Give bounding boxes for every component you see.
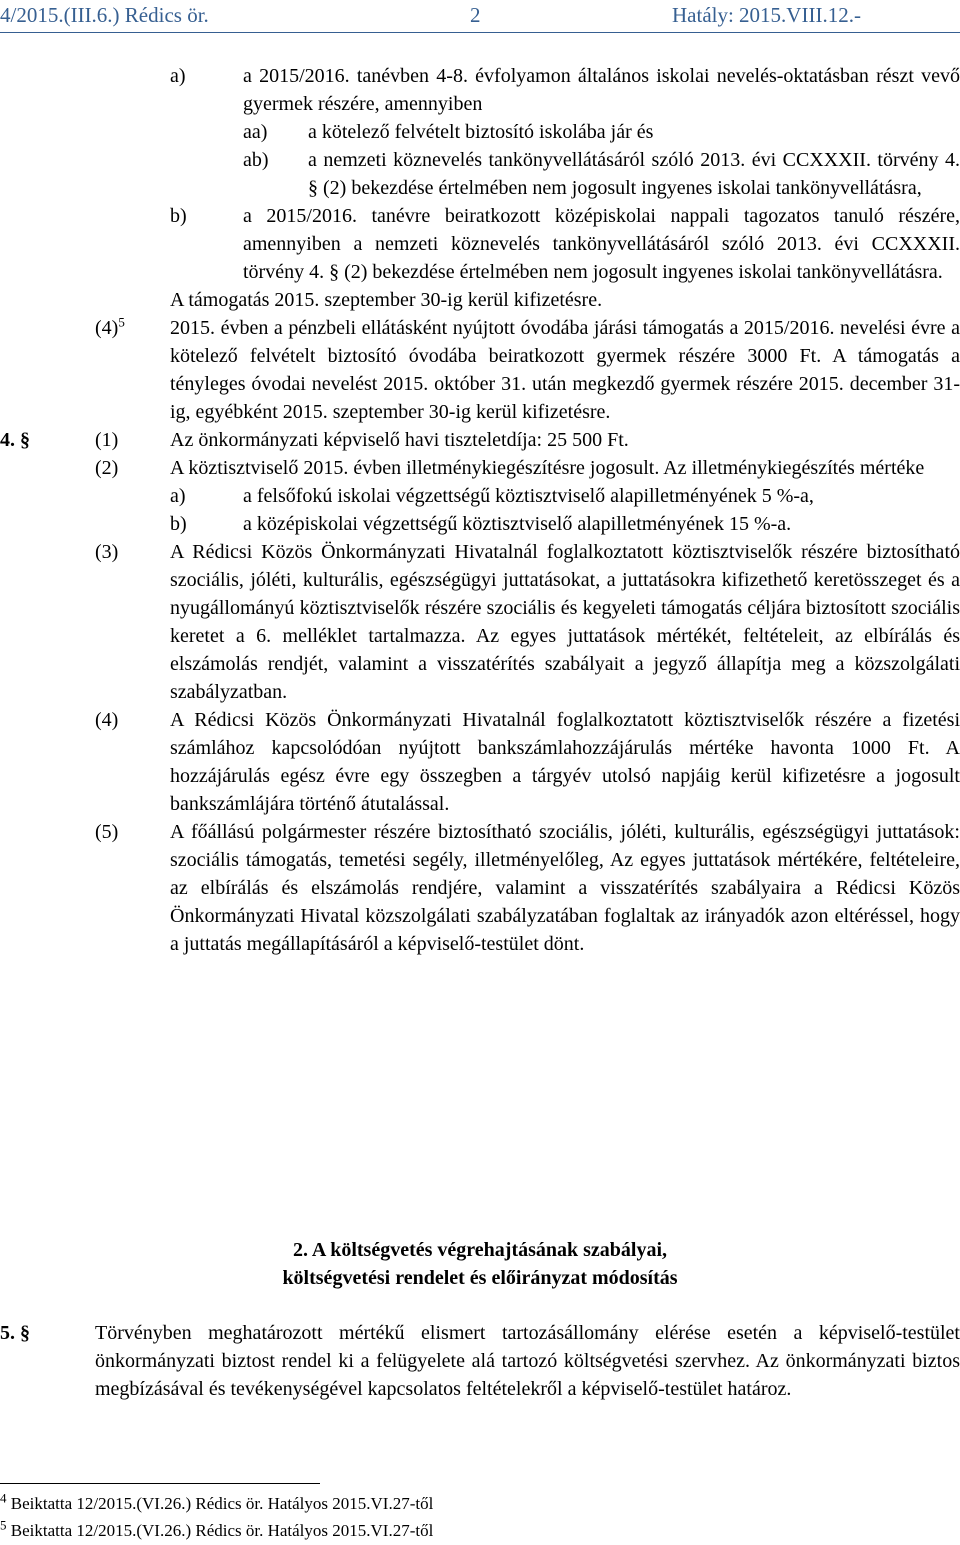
header-page-number: 2 <box>470 3 481 27</box>
section-4-p2-label: (2) <box>95 457 119 479</box>
section-4-p1-text: Az önkormányzati képviselő havi tiszteletdíja: 25 500 Ft. <box>170 429 629 451</box>
document-body <box>0 62 960 958</box>
footnotes <box>0 1490 960 1544</box>
section-4-p2-item-a <box>0 482 960 510</box>
header-rule <box>0 32 960 33</box>
item-ab <box>0 146 960 202</box>
item-b-label: b) <box>170 205 187 227</box>
item-a-text: a 2015/2016. tanévben 4-8. évfolyamon általános iskolai nevelés-oktatásban részt vevő gyermek részére, amennyiben <box>243 65 960 115</box>
payment-note-text: A támogatás 2015. szeptember 30-ig kerül kifizetésre. <box>170 289 603 311</box>
item-b <box>0 202 960 286</box>
section-5-block <box>0 1319 960 1403</box>
chapter-heading-line-2: költségvetési rendelet és előirányzat módosítás <box>282 1267 678 1289</box>
section-4-p5-label: (5) <box>95 821 119 843</box>
footnote-4-number: 4 <box>0 1490 7 1506</box>
section-4-p4-text: A Rédicsi Közös Önkormányzati Hivatalnál foglalkoztatott köztisztviselők részére a fizetési számlához kapcsolódóan nyújtott bankszámlahozzájárulás mértéke havonta 1000 Ft. A hozzájárulás egész évre egy összegben a tárgyév utolsó napjáig kerül kifizetésre a jogosult bankszámlájára történő átutalással. <box>170 709 960 815</box>
section-5-number: 5. § <box>0 1322 30 1344</box>
item-b-text: a 2015/2016. tanévre beiratkozott középiskolai nappali tagozatos tanuló részére, amennyiben a nemzeti köznevelés tankönyvellátásáról szóló 2013. évi CCXXXII. törvény 4. § (2) bekezdése értelmében nem jogosult ingyenes iskolai tankönyvellátásra. <box>243 205 960 283</box>
section-4-p2-item-b <box>0 510 960 538</box>
section-4-paragraph-3 <box>0 538 960 706</box>
section-4-p4-label: (4) <box>95 709 119 731</box>
section-4-p1-label: (1) <box>95 429 119 451</box>
section-4-p2b-label: b) <box>170 513 187 535</box>
footnote-ref-5[interactable]: 5 <box>118 314 125 330</box>
item-a <box>0 62 960 118</box>
section-4-paragraph-5 <box>0 818 960 958</box>
item-ab-text: a nemzeti köznevelés tankönyvellátásáról szóló 2013. évi CCXXXII. törvény 4. § (2) bekezdése értelmében nem jogosult ingyenes iskolai tankönyvellátásra, <box>308 149 960 199</box>
section-4-p3-label: (3) <box>95 541 119 563</box>
section-4-paragraph-1 <box>0 426 960 454</box>
section-4-p3-text: A Rédicsi Közös Önkormányzati Hivatalnál foglalkoztatott köztisztviselők részére biztosítható szociális, jóléti, kulturális, egészségügyi juttatásokat, a juttatásokra kifizethető keretösszeget és a nyugállományú köztisztviselők részére szociális és kegyeleti támogatás céljára biztosított szociális keretet a 6. melléklet tartalmazza. Az egyes juttatások mértékét, feltételeit, az elbírálás és elszámolás rendjét, valamint a visszatérítés szabályait a jegyző állapítja meg a közszolgálati szabályzatban. <box>170 541 960 703</box>
section-5-text: Törvényben meghatározott mértékű elismert tartozásállomány elérése esetén a képviselő-testület önkormányzati biztost rendel ki a felügyelete alá tartozó költségvetési szervhez. Az önkormányzati biztos megbízásával és tevékenységével kapcsolatos feltételekről a képviselő-testület határoz. <box>95 1322 960 1400</box>
paragraph-3-4-text: 2015. évben a pénzbeli ellátásként nyújtott óvodába járási támogatás a 2015/2016. nevelési évre a kötelező felvételt biztosító óvodába beiratkozott gyermek részére 3000 Ft. A támogatás a tényleges óvodai nevelést 2015. október 31. után megkezdő gyermek részére 2015. december 31-ig, egyébként 2015. szeptember 30-ig kerül kifizetésre. <box>170 317 960 423</box>
section-4-p5-text: A főállású polgármester részére biztosítható szociális, jóléti, kulturális, egészségügyi juttatások: szociális támogatás, temetési segély, illetményelőleg, Az egyes juttatások mértékére, feltételeire, az elbírálás és elszámolás rendjére, valamint a visszatérítés szabályaira a Rédicsi Közös Önkormányzati Hivatal közszolgálati szabályzatában foglaltak az irányadók azon eltéréssel, hogy a juttatás megállapításáról a képviselő-testület dönt. <box>170 821 960 955</box>
chapter-heading-line-1: 2. A költségvetés végrehajtásának szabályai, <box>292 1239 668 1261</box>
payment-note <box>0 286 960 314</box>
page-header <box>0 0 960 34</box>
footnote-separator <box>0 1483 320 1484</box>
footnote-4 <box>0 1490 960 1517</box>
header-left: 4/2015.(III.6.) Rédics ör. <box>0 3 209 27</box>
item-aa-label: aa) <box>243 121 268 143</box>
header-right: Hatály: 2015.VIII.12.- <box>672 3 861 27</box>
section-4-p2a-text: a felsőfokú iskolai végzettségű köztisztviselő alapilletményének 5 %-a, <box>243 485 814 507</box>
item-aa <box>0 118 960 146</box>
section-4-p2-text: A köztisztviselő 2015. évben illetménykiegészítésre jogosult. Az illetménykiegészítés mértéke <box>170 457 925 479</box>
footnote-5 <box>0 1517 960 1544</box>
section-4-p2a-label: a) <box>170 485 186 507</box>
section-4-paragraph-2 <box>0 454 960 482</box>
section-4-p2b-text: a középiskolai végzettségű köztisztviselő alapilletményének 15 %-a. <box>243 513 792 535</box>
paragraph-3-4 <box>0 314 960 426</box>
paragraph-3-4-label: $(4)^5$ <box>95 314 125 339</box>
footnote-4-text: Beiktatta 12/2015.(VI.26.) Rédics ör. Hatályos 2015.VI.27-től <box>6 1494 434 1513</box>
footnote-5-text: Beiktatta 12/2015.(VI.26.) Rédics ör. Hatályos 2015.VI.27-től <box>6 1521 434 1540</box>
item-a-label: a) <box>170 65 186 87</box>
footnote-5-number: 5 <box>0 1517 7 1533</box>
section-4-number: 4. § <box>0 429 30 451</box>
item-ab-label: ab) <box>243 149 269 171</box>
section-5 <box>0 1319 960 1403</box>
section-4-paragraph-4 <box>0 706 960 818</box>
item-aa-text: a kötelező felvételt biztosító iskolába jár és <box>308 121 654 143</box>
